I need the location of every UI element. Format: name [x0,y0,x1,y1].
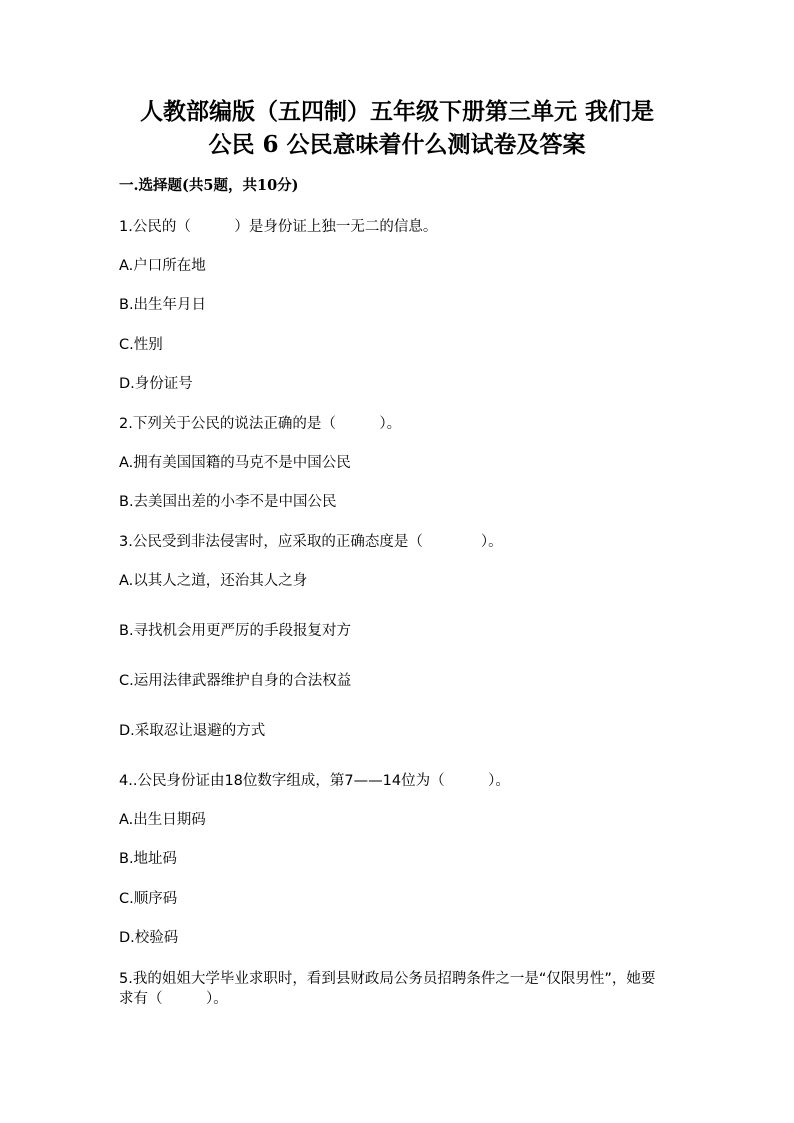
question-2-option-a: A.拥有美国国籍的马克不是中国公民 [119,455,351,471]
question-1-stem: 1.公民的（ ）是身份证上独一无二的信息。 [119,219,438,235]
question-3-option-a: A.以其人之道，还治其人之身 [119,573,308,589]
question-1-option-b: B.出生年月日 [119,297,207,313]
question-3-stem: 3.公民受到非法侵害时，应采取的正确态度是（ ）。 [119,534,503,550]
question-3-option-d: D.采取忍让退避的方式 [119,723,266,739]
document-title-line-1: 人教部编版（五四制）五年级下册第三单元 我们是 [139,98,654,125]
question-3-option-b: B.寻找机会用更严厉的手段报复对方 [119,623,352,639]
question-5-stem: 5.我的姐姐大学毕业求职时，看到县财政局公务员招聘条件之一是“仅限男性”，她要求有（ ）。 [119,971,656,1007]
question-4-option-a: A.出生日期码 [119,812,206,828]
question-1-option-d: D.身份证号 [119,376,193,392]
question-2-option-b: B.去美国出差的小李不是中国公民 [119,494,337,510]
question-4-stem: 4..公民身份证由18位数字组成，第7——14位为（ ）。 [119,773,510,789]
question-1-option-c: C.性别 [119,337,163,353]
question-4-option-c: C.顺序码 [119,891,178,907]
question-3-option-c: C.运用法律武器维护自身的合法权益 [119,673,352,689]
question-4-option-b: B.地址码 [119,851,178,867]
question-1-option-a: A.户口所在地 [119,258,206,274]
question-4-option-d: D.校验码 [119,930,179,946]
document-title-line-2: 公民 6 公民意味着什么测试卷及答案 [208,131,586,158]
section-heading: 一.选择题(共5题，共10分) [119,177,299,194]
question-2-stem: 2.下列关于公民的说法正确的是（ ）。 [119,416,402,432]
